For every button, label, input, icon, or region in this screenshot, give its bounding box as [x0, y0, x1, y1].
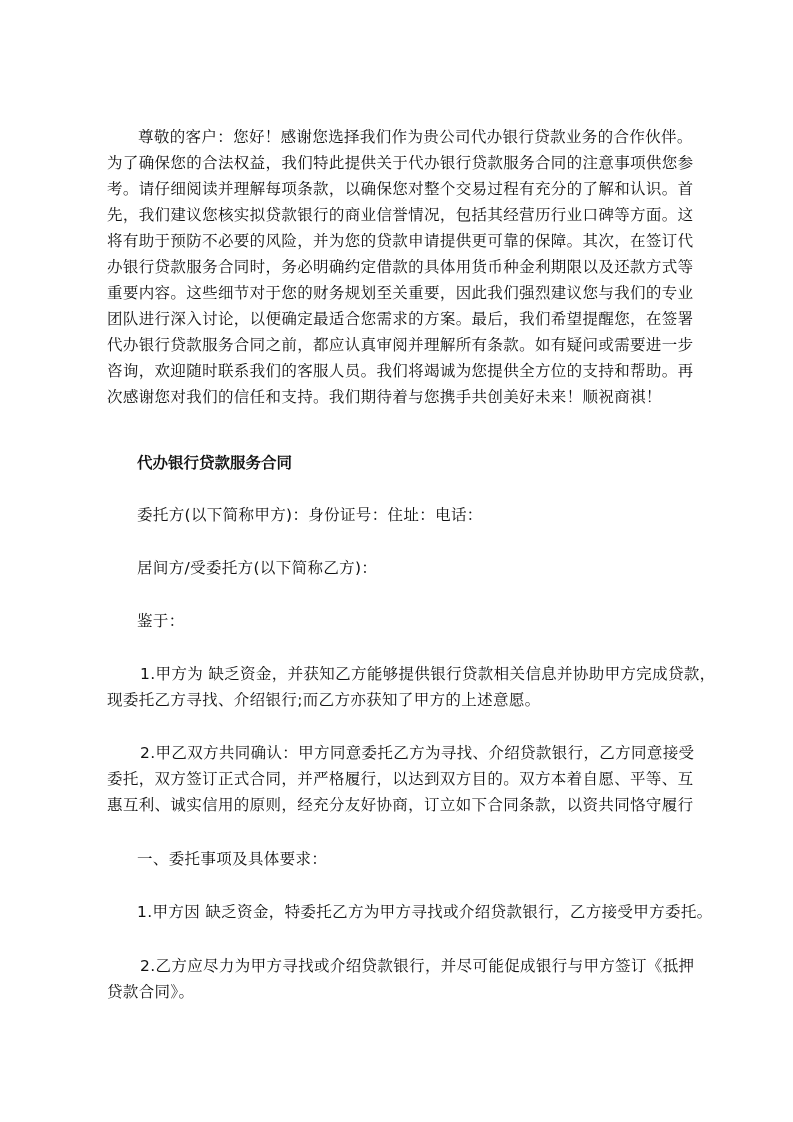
party-b-line: 居间方/受委托方(以下简称乙方)： — [137, 559, 378, 577]
clause-2-line: 委托，双方签订正式合同，并严格履行，以达到双方目的。双方本着自愿、平等、互 — [107, 770, 694, 788]
intro-line: 团队进行深入讨论，以便确定最适合您需求的方案。最后，我们希望提醒您，在签署 — [107, 310, 694, 328]
intro-line: 尊敬的客户：您好！感谢您选择我们作为贵公司代办银行贷款业务的合作伙伴。 — [138, 128, 693, 146]
intro-line: 次感谢您对我们的信任和支持。我们期待着与您携手共创美好未来！顺祝商祺！ — [107, 388, 662, 406]
intro-line: 考。请仔细阅读并理解每项条款，以确保您对整个交易过程有充分的了解和认识。首 — [107, 180, 694, 198]
intro-line: 将有助于预防不必要的风险，并为您的贷款申请提供更可靠的保障。其次，在签订代 — [107, 232, 694, 250]
section-1-item-2-line: 2.乙方应尽力为甲方寻找或介绍贷款银行，并尽可能促成银行与甲方签订《抵押 — [140, 957, 695, 975]
contract-title: 代办银行贷款服务合同 — [137, 454, 293, 472]
intro-line: 代办银行贷款服务合同之前，都应认真审阅并理解所有条款。如有疑问或需要进一步 — [107, 336, 694, 354]
section-1-item-1: 1.甲方因 缺乏资金，特委托乙方为甲方寻找或介绍贷款银行，乙方接受甲方委托。 — [137, 903, 713, 921]
section-1-title: 一、委托事项及具体要求： — [137, 850, 328, 868]
clause-1-line: 现委托乙方寻找、介绍银行;而乙方亦获知了甲方的上述意愿。 — [107, 691, 541, 709]
intro-line: 为了确保您的合法权益，我们特此提供关于代办银行贷款服务合同的注意事项供您参 — [107, 154, 694, 172]
intro-line: 先，我们建议您核实拟贷款银行的商业信誉情况，包括其经营历行业口碑等方面。这 — [107, 206, 694, 224]
intro-line: 重要内容。这些细节对于您的财务规划至关重要，因此我们强烈建议您与我们的专业 — [107, 284, 694, 302]
whereas-label: 鉴于： — [137, 612, 185, 630]
intro-line: 咨询，欢迎随时联系我们的客服人员。我们将竭诚为您提供全方位的支持和帮助。再 — [107, 362, 694, 380]
section-1-item-2-line: 贷款合同》。 — [107, 983, 195, 1001]
clause-2-line: 惠互利、诚实信用的原则，经充分友好协商，订立如下合同条款，以资共同恪守履行 — [107, 796, 694, 814]
clause-1-line: 1.甲方为 缺乏资金，并获知乙方能够提供银行贷款相关信息并协助甲方完成贷款， — [140, 665, 716, 683]
intro-line: 办银行贷款服务合同时，务必明确约定借款的具体用货币种金利期限以及还款方式等 — [107, 258, 694, 276]
party-a-line: 委托方(以下简称甲方)：身份证号：住址：电话： — [137, 506, 483, 524]
clause-2-line: 2.甲乙双方共同确认：甲方同意委托乙方为寻找、介绍贷款银行，乙方同意接受 — [140, 744, 695, 762]
